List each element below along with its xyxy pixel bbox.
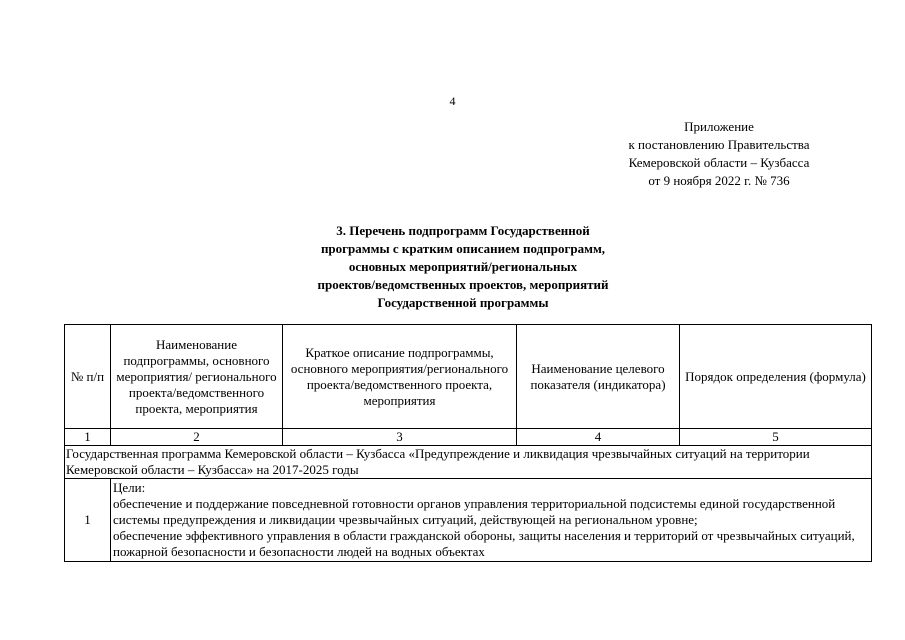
column-number: 3 [283,429,517,446]
section-title-line: 3. Перечень подпрограмм Государственной [336,223,590,238]
page-number: 4 [449,94,456,108]
goals-cell [111,479,872,562]
column-number: 1 [65,429,111,446]
column-number: 2 [111,429,283,446]
appendix-line: Кемеровской области – Кузбасса [628,155,810,170]
appendix-line: к постановлению Правительства [628,137,810,152]
section-title-line: программы с кратким описанием подпрограмм, [320,241,606,256]
goals-row-number: 1 [65,479,111,562]
section-title-line: основных мероприятий/региональных [348,259,578,274]
goals-heading: Цели: [113,480,146,495]
header-cell-description: Краткое описание подпрограммы, основного мероприятия/регионального проекта/ведомственного проекта, мероприятия [283,325,517,429]
header-cell-name: Наименование подпрограммы, основного мероприятия/ регионального проекта/ведомственного проекта, мероприятия [111,325,283,429]
appendix-line: от 9 ноября 2022 г. № 736 [648,173,790,188]
goals-row [65,479,872,562]
program-title-cell: Государственная программа Кемеровской области – Кузбасса «Предупреждение и ликвидация чрезвычайных ситуаций на территории Кемеровской области – Кузбасса» на 2017-2025 годы [65,446,872,479]
column-numbers-row [65,429,872,446]
column-number: 4 [517,429,680,446]
goal-item: обеспечение эффективного управления в области гражданской обороны, защиты населения и территорий от чрезвычайных ситуаций, пожарной безопасности и безопасности людей на водных объектах [113,528,855,559]
appendix-line: Приложение [684,119,754,134]
program-row [65,446,872,479]
header-cell-number: № п/п [65,325,111,429]
column-number: 5 [680,429,872,446]
section-title [200,222,726,312]
appendix-block [569,118,869,190]
header-cell-indicator: Наименование целевого показателя (индикатора) [517,325,680,429]
subprograms-table [64,324,872,562]
table-header-row [65,325,872,429]
header-cell-formula: Порядок определения (формула) [680,325,872,429]
goal-item: обеспечение и поддержание повседневной готовности органов управления территориальной подсистемы единой государственной системы предупреждения и ликвидации чрезвычайных ситуаций, действующей на региональном уровне; [113,496,836,527]
section-title-line: проектов/ведомственных проектов, мероприятий [317,277,609,292]
section-title-line: Государственной программы [377,295,549,310]
